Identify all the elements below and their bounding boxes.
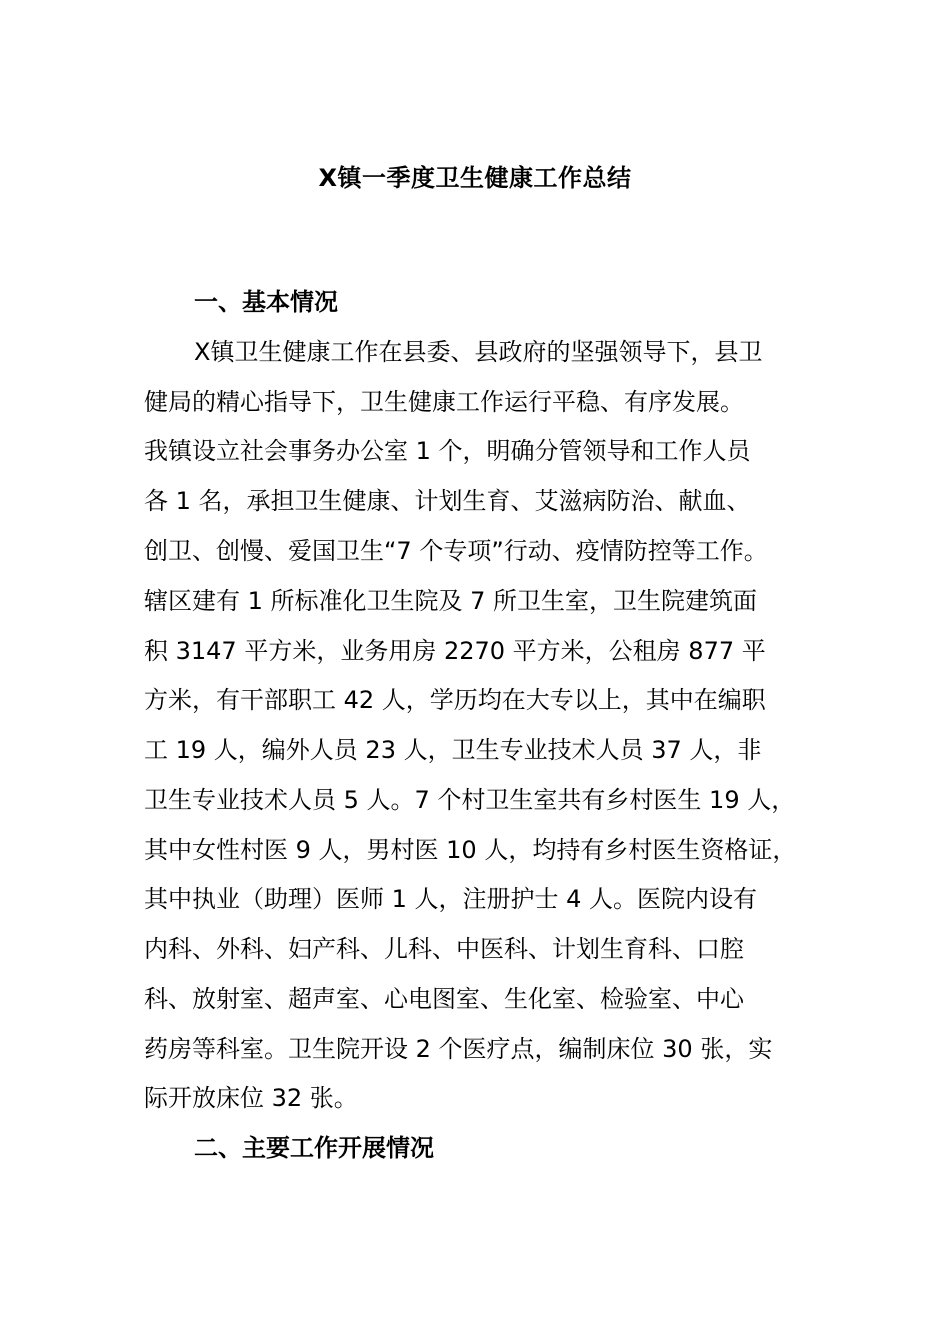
paragraph-line: 科、放射室、超声室、心电图室、生化室、检验室、中心 (144, 985, 744, 1013)
paragraph-line: 我镇设立社会事务办公室 1 个，明确分管领导和工作人员 (144, 437, 751, 465)
paragraph-line: 各 1 名，承担卫生健康、计划生育、艾滋病防治、献血、 (144, 487, 751, 515)
paragraph-line: 其中女性村医 9 人，男村医 10 人，均持有乡村医生资格证， (144, 836, 797, 864)
document-title: X镇一季度卫生健康工作总结 (318, 164, 632, 192)
paragraph-line: 方米，有干部职工 42 人，学历均在大专以上，其中在编职 (144, 686, 766, 714)
paragraph-line: X镇卫生健康工作在县委、县政府的坚强领导下，县卫 (194, 338, 763, 366)
paragraph-line: 积 3147 平方米，业务用房 2270 平方米，公租房 877 平 (144, 637, 766, 665)
paragraph-line: 内科、外科、妇产科、儿科、中医科、计划生育科、口腔 (144, 935, 744, 963)
paragraph-line: 际开放床位 32 张。 (144, 1084, 358, 1112)
paragraph-line: 药房等科室。卫生院开设 2 个医疗点，编制床位 30 张，实 (144, 1035, 773, 1063)
paragraph-line: 工 19 人，编外人员 23 人，卫生专业技术人员 37 人，非 (144, 736, 762, 764)
paragraph-line: 其中执业（助理）医师 1 人，注册护士 4 人。医院内设有 (144, 885, 758, 913)
paragraph-line: 辖区建有 1 所标准化卫生院及 7 所卫生室，卫生院建筑面 (144, 587, 758, 615)
section-heading-main-work: 二、主要工作开展情况 (194, 1134, 434, 1162)
paragraph-line: 健局的精心指导下，卫生健康工作运行平稳、有序发展。 (144, 388, 744, 416)
section-heading-basic-situation: 一、基本情况 (194, 288, 338, 316)
paragraph-line: 卫生专业技术人员 5 人。7 个村卫生室共有乡村医生 19 人， (144, 786, 796, 814)
paragraph-line: 创卫、创慢、爱国卫生“7 个专项”行动、疫情防控等工作。 (144, 537, 768, 565)
